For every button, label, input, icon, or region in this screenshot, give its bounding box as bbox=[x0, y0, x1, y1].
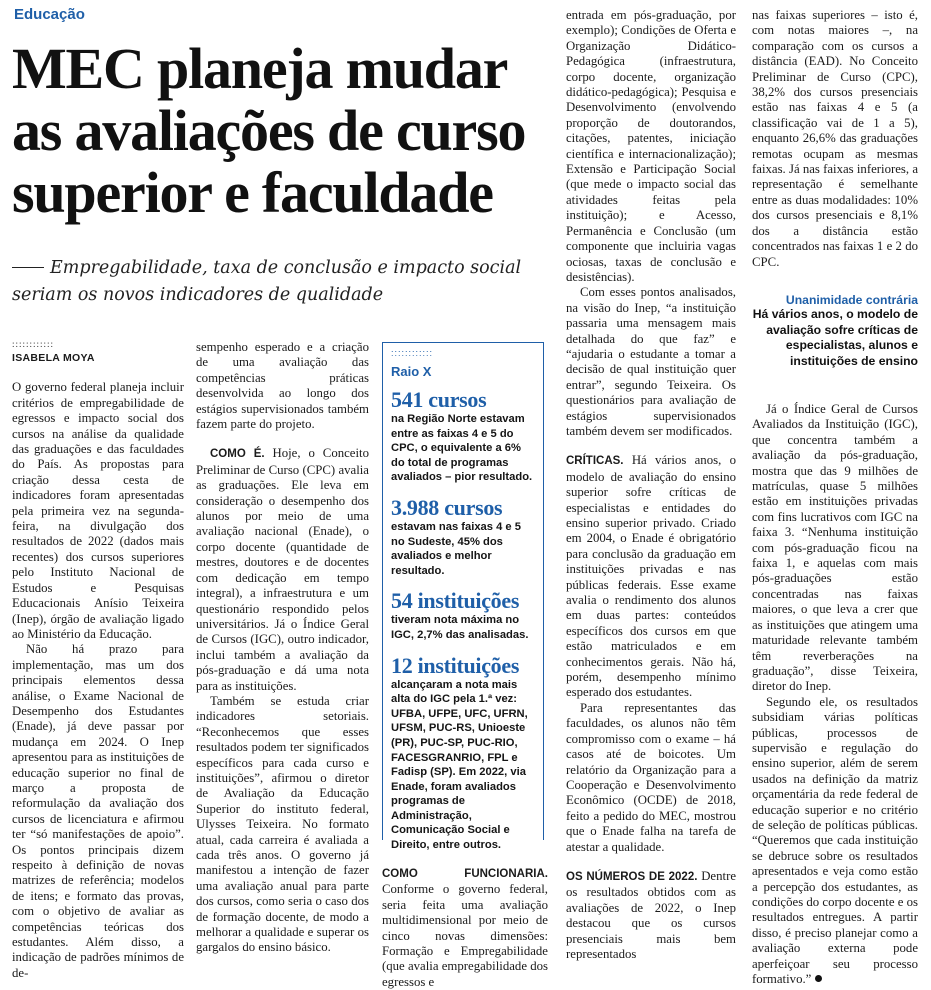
paragraph bbox=[382, 866, 548, 990]
byline: ISABELA MOYA bbox=[12, 352, 95, 364]
subhead-dash bbox=[12, 267, 44, 268]
stat-description: tiveram nota máxima no IGC, 2,7% das analisadas. bbox=[391, 614, 529, 641]
paragraph bbox=[566, 453, 736, 701]
paragraph: nas faixas superiores – isto é, com notas maiores –, na comparação com os cursos a distância (EAD). No Conceito Preliminar de Curso (CPC), 38,2% dos cursos presenciais estão nas faixas 4 e 5 (a classificação vai de 1 a 5), enquanto 26,6% das graduações remotas ocupam as mesmas faixas. Já nas faixas inferiores, a representação é semelhante entre as duas modalidades: 10% dos cursos presenciais e 8,1% dos a distância estão concentrados nas faixas 1 e 2 do CPC. bbox=[752, 8, 918, 269]
stat-item bbox=[391, 494, 537, 578]
paragraph: Com esses pontos analisados, na visão do Inep, “a instituição passaria uma mensagem mais detalhada do que faz” e “ajudaria o estudante a tomar a decisão de qual instituição quer entrar”, segundo Teixeira. Os questionários para avaliação de estágios supervisionados também devem ser modificados. bbox=[566, 285, 736, 438]
paragraph: sempenho esperado e a criação de uma avaliação das competências práticas desenvolvida ao longo dos estágios supervisionados também fazem parte do projeto. bbox=[196, 340, 369, 432]
section-lead: COMO É. bbox=[210, 448, 265, 461]
paragraph: Já o Índice Geral de Cursos Avaliados da Instituição (IGC), que concentra também a avaliação da pós-graduação, mostra que das 9 milhões de matrículas, quase 5 milhões estão em instituições privadas com fins lucrativos com IGC na faixa 3. “Nenhuma instituição com pós-graduação ficou na faixa 1, e aquelas com mais pós-graduações estão concentradas nas faixas maiores, o que leva a crer que as instituições que atingem uma maturidade relevante também têm reverberações na graduação”, disse Teixeira, diretor do Inep. bbox=[752, 402, 918, 694]
section-lead: CRÍTICAS. bbox=[566, 455, 624, 468]
section-label: Educação bbox=[14, 6, 85, 23]
box-dots: :::::::::::: bbox=[391, 348, 434, 358]
article-column-2 bbox=[196, 340, 369, 956]
byline-dots: :::::::::::: bbox=[12, 339, 55, 349]
article-column-5-top bbox=[752, 8, 918, 270]
sidebar-heading bbox=[752, 293, 918, 369]
sidebar-kicker: Unanimidade contrária bbox=[785, 293, 918, 307]
stat-description: alcançaram a nota mais alta do IGC pela 1.ª vez: UFBA, UFPE, UFC, UFRN, UFSM, PUC-RS, Unioeste (PR), PUC-SP, PUC-RIO, FACESGRANRIO, FPL e Fadisp (SP). Em 2022, via Enade, foram avaliados programas de Administração, Comunicação Social e Direito, entre outros. bbox=[391, 678, 528, 852]
stat-description: estavam nas faixas 4 e 5 no Sudeste, 45% dos avaliados e melhor resultado. bbox=[391, 520, 521, 577]
subhead bbox=[12, 255, 542, 309]
section-lead: OS NÚMEROS DE 2022. bbox=[566, 870, 698, 883]
end-bullet-icon bbox=[815, 975, 822, 982]
paragraph: Também se estuda criar indicadores setoriais. “Reconhecemos que esses resultados podem ter significados específicos para cada curso e instituições”, afirmou o diretor de Avaliação da Educação Superior do instituto federal, Ulysses Teixeira. No formato atual, cada carreira é avaliada a cada três anos. O governo já manifestou a intenção de fazer uma avaliação anual para parte dos cursos, como seria o caso dos de formação docente, de modo a melhorar a qualidade e superar os gargalos do ensino básico. bbox=[196, 693, 369, 955]
paragraph-text: Conforme o governo federal, seria feita uma avaliação multidimensional por meio de cinco novas dimensões: Formação e Empregabilidade (que avalia empregabilidade dos egressos e bbox=[382, 882, 548, 989]
paragraph: Para representantes das faculdades, os alunos não têm compromisso com o exame – há casos até de boicotes. Um relatório da Organização para a Cooperação e Desenvolvimento Econômico (OCDE) de 2018, feito a pedido do MEC, mostrou que o Enade falha na tarefa de atestar a qualidade. bbox=[566, 700, 736, 854]
stat-number: 3.988 cursos bbox=[391, 494, 503, 520]
stat-item bbox=[391, 652, 537, 853]
headline: MEC planeja mudar as avaliações de curso superior e faculdade bbox=[12, 36, 526, 225]
paragraph-text: Hoje, o Conceito Preliminar de Curso (CPC) avalia as graduações. Ele leva em consideração o desempenho dos alunos por meio de uma avaliação nacional (Enade), o corpo docente (quantidade de mestres, doutores e de docentes com dedicação em tempo integral), a infraestrutura e um questionário respondido pelos universitários. Já o Índice Geral de Cursos (IGC), outro indicador, inclui também a avaliação da pós-graduação e dá uma nota para as instituições. bbox=[196, 446, 369, 693]
article-column-3 bbox=[382, 866, 548, 990]
stat-number: 541 cursos bbox=[391, 387, 487, 412]
paragraph bbox=[752, 695, 918, 988]
article-column-5-bottom bbox=[752, 402, 918, 987]
paragraph-text: Há vários anos, o modelo de avaliação do ensino superior sofre críticas de especialistas e entidades do ensino superior privado. Criado em 2004, o Enade é obrigatório para conclusão da graduação em instituições privadas e nas públicas federais. Esse exame avalia o rendimento dos alunos em duas partes: conteúdos específicos dos cursos em que estão matriculados e em conhecimentos gerais. Não há, porém, desempenho mínimo esperado dos estudantes. bbox=[566, 453, 736, 700]
article-column-1 bbox=[12, 340, 184, 981]
paragraph: entrada em pós-graduação, por exemplo); Condições de Oferta e Organização Didático-Pedagógica (infraestrutura, corpo docente, organização didático-pedagógica); Pesquisa e Desenvolvimento (envolvendo proporção de doutorandos, citações, patentes, iniciação científica e internacionalização); Extensão e Participação Social (que mede o impacto social das atividades feitas pela instituição); e Acesso, Permanência e Conclusão (um componente que incluiria vagas ociosas, taxas de conclusão e desistências). bbox=[566, 8, 736, 284]
sidebar-deck: Há vários anos, o modelo de avaliação sofre críticas de especialistas, alunos e instituições de ensino bbox=[752, 307, 918, 368]
box-title: Raio X bbox=[391, 364, 432, 379]
paragraph bbox=[196, 446, 369, 694]
paragraph-text: Dentre os resultados obtidos com as avaliações de 2022, o Inep destacou que os cursos presenciais mais bem representados bbox=[566, 868, 737, 961]
stat-number: 54 instituições bbox=[391, 588, 520, 614]
subhead-text: Empregabilidade, taxa de conclusão e impacto social seriam os novos indicadores de qualidade bbox=[12, 258, 522, 305]
stat-number: 12 instituições bbox=[391, 652, 520, 678]
section-lead: COMO FUNCIONARIA. bbox=[382, 868, 548, 880]
paragraph-text: Segundo ele, os resultados subsidiam várias políticas públicas, processos de supervisão e regulação do ensino superior, além de serem usados na definição da matriz orçamentária da rede federal de educação superior e no critério de seleção de políticas públicas. “Queremos que cada instituição se debruce sobre os resultados apresentados e veja como estão a percepção dos estudantes, as condições do corpo docente e os resultados entregues. A partir disso, é preciso planejar como a avaliação externa pode aperfeiçoar seu processo formativo.” bbox=[752, 694, 918, 987]
stat-description: na Região Norte estavam entre as faixas 4 e 5 do CPC, o equivalente a 6% do total de programas avaliados – pior resultado. bbox=[391, 413, 533, 484]
paragraph bbox=[566, 869, 736, 962]
article-column-4 bbox=[566, 8, 736, 962]
raio-x-box bbox=[382, 342, 544, 852]
stat-item bbox=[391, 389, 537, 485]
paragraph: O governo federal planeja incluir critérios de empregabilidade de egressos e impacto social dos cursos na análise da qualidade das graduações e das faculdades do País. As propostas para criação dessa cesta de indicadores foram apresentadas pela primeira vez na segunda-feira, na divulgação dos resultados de 2022 (dados mais recentes) dos cursos superiores pelo Instituto Nacional de Estudos e Pesquisas Educacionais Anísio Teixeira (Inep), órgão de avaliação ligado ao Ministério da Educação. bbox=[12, 380, 184, 641]
paragraph: Não há prazo para implementação, mas um dos principais elementos dessa análise, o Exame Nacional de Desempenho dos Estudantes (Enade), já deve passar por mudança em 2024. O Inep apresentou para as instituições de educação superior no final de março a proposta de reformulação da avaliação dos cursos de licenciatura e afirmou ter “só manifestações de apoio”. Os pontos principais dizem respeito à definição de novas matrizes de referência; modelos de itens; e formato das provas, com o objetivo de avaliar as competências teóricas dos estudantes. Além disso, a indicação de padrões mínimos de de- bbox=[12, 642, 184, 980]
stat-item bbox=[391, 590, 537, 642]
